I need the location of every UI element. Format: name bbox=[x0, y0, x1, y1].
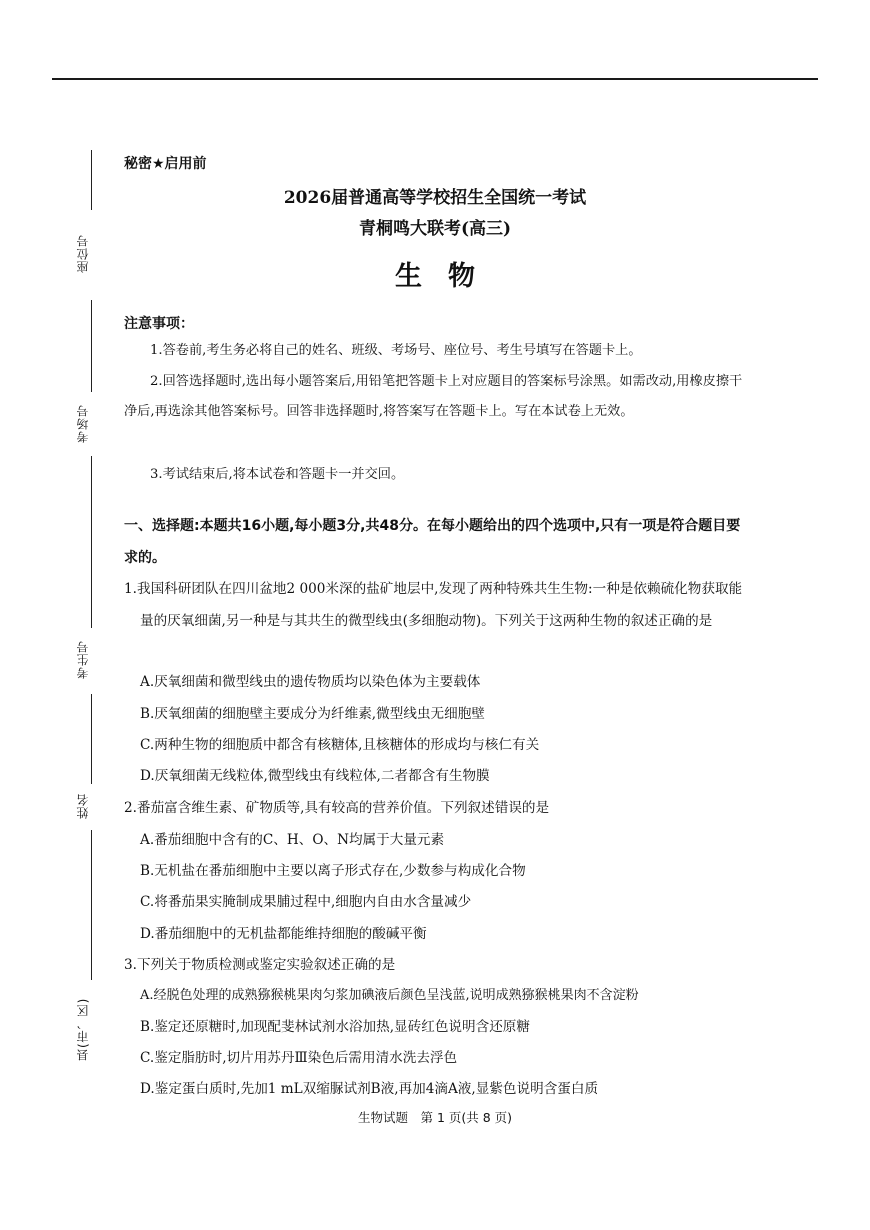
section-heading: 一、选择题:本题共16小题,每小题3分,共48分。在每小题给出的四个选项中,只有一项是符合题目要求的。 bbox=[124, 518, 741, 566]
notice-item: 1.答卷前,考生务必将自己的姓名、班级、考场号、座位号、考生号填写在答题卡上。 bbox=[150, 343, 642, 358]
notice-item: 3.考试结束后,将本试卷和答题卡一并交回。 bbox=[150, 467, 405, 482]
confidential-mark: 秘密★启用前 bbox=[124, 156, 207, 172]
exam-subtitle: 青桐鸣大联考(高三) bbox=[358, 219, 512, 239]
option-c: C.鉴定脂肪时,切片用苏丹Ⅲ染色后需用清水洗去浮色 bbox=[140, 1050, 458, 1066]
exam-room-label: 考场号 bbox=[76, 404, 90, 444]
option-d: D.鉴定蛋白质时,先加1 mL双缩脲试剂B液,再加4滴A液,显紫色说明含蛋白质 bbox=[140, 1081, 599, 1097]
option-c: C.两种生物的细胞质中都含有核糖体,且核糖体的形成均与核仁有关 bbox=[140, 737, 540, 753]
seat-label: 座位号 bbox=[76, 234, 90, 274]
option-b: B.鉴定还原糖时,加现配斐林试剂水浴加热,显砖红色说明含还原糖 bbox=[140, 1019, 530, 1035]
question-stem: 1.我国科研团队在四川盆地2 000米深的盐矿地层中,发现了两种特殊共生生物:一种是依赖硫化物获取能量的厌氧细菌,另一种是与其共生的微型线虫(多细胞动物)。下列关于这两种生物的叙述正确的是 bbox=[124, 581, 743, 629]
question-stem: 3.下列关于物质检测或鉴定实验叙述正确的是 bbox=[124, 957, 396, 973]
question-stem: 2.番茄富含维生素、矿物质等,具有较高的营养价值。下列叙述错误的是 bbox=[124, 800, 550, 816]
option-b: B.无机盐在番茄细胞中主要以离子形式存在,少数参与构成化合物 bbox=[140, 863, 526, 879]
binding-line bbox=[91, 456, 92, 628]
name-label: 姓名 bbox=[76, 793, 90, 819]
notice-item: 2.回答选择题时,选出每小题答案后,用铅笔把答题卡上对应题目的答案标号涂黑。如需改动,用橡皮擦干净后,再选涂其他答案标号。回答非选择题时,将答案写在答题卡上。写在本试卷上无效。 bbox=[124, 374, 743, 419]
option-c: C.将番茄果实腌制成果脯过程中,细胞内自由水含量减少 bbox=[140, 894, 472, 910]
notice-heading: 注意事项： bbox=[124, 316, 194, 332]
option-d: D.番茄细胞中的无机盐都能维持细胞的酸碱平衡 bbox=[140, 926, 427, 942]
binding-line bbox=[91, 830, 92, 980]
top-rule bbox=[52, 78, 818, 80]
exam-number-label: 考生号 bbox=[76, 640, 90, 680]
exam-title: 2026届普通高等学校招生全国统一考试 bbox=[283, 188, 587, 208]
county-label: 县(市、区) bbox=[76, 997, 90, 1061]
option-b: B.厌氧细菌的细胞壁主要成分为纤维素,微型线虫无细胞壁 bbox=[140, 706, 485, 722]
binding-line bbox=[91, 694, 92, 784]
option-a: A.经脱色处理的成熟猕猴桃果肉匀浆加碘液后颜色呈浅蓝,说明成熟猕猴桃果肉不含淀粉 bbox=[140, 988, 639, 1003]
option-a: A.番茄细胞中含有的C、H、O、N均属于大量元素 bbox=[140, 832, 445, 848]
page-footer: 生物试题 第 1 页(共 8 页) bbox=[357, 1110, 513, 1125]
option-a: A.厌氧细菌和微型线虫的遗传物质均以染色体为主要载体 bbox=[140, 674, 481, 690]
option-d: D.厌氧细菌无线粒体,微型线虫有线粒体,二者都含有生物膜 bbox=[140, 768, 490, 784]
subject-title: 生物 bbox=[395, 261, 501, 292]
binding-line bbox=[91, 300, 92, 392]
